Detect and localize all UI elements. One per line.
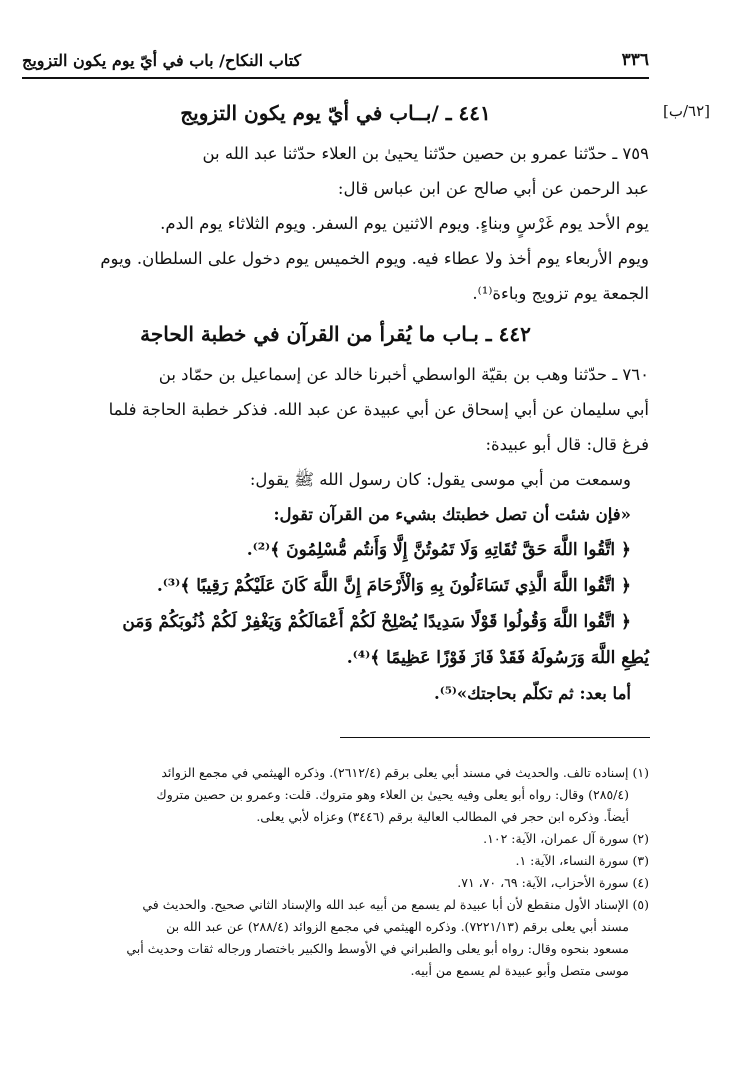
chapter-heading-442: ٤٤٢ ـ بـاب ما يُقرأ من القرآن في خطبة الحاجة [140, 322, 531, 346]
footnote-5-cont: مسند أبي يعلى برقم (٧٢٢١/١٣). وذكره الهيثمي في مجمع الزوائد (٢٨٨/٤) عن عبد الله بن [166, 919, 629, 934]
quran-verse: ﴿ اتَّقُوا اللَّهَ الَّذِي تَسَاءَلُونَ بِهِ وَالْأَرْحَامَ إِنَّ اللَّهَ كَانَ عَلَيْكُمْ رَقِيبًا ﴾⁽³⁾. [156, 576, 631, 596]
footnote-5-cont: مسعود بنحوه وقال: رواه أبو يعلى والطبراني في الأوسط والكبير باختصار ورجاله ثقات وحديث أبي [126, 941, 629, 956]
running-title: كتاب النكاح/ باب في أيّ يوم يكون التزويج [22, 51, 302, 70]
footnote-5-cont: موسى متصل وأبو عبيدة لم يسمع من أبيه. [410, 963, 629, 978]
footnote-1: (١) إسناده تالف. والحديث في مسند أبي يعلى برقم (٢٦١٢/٤). وذكره الهيثمي في مجمع الزوائد [161, 765, 649, 780]
header-rule [22, 77, 649, 79]
footnote-separator [340, 737, 650, 738]
quran-verse: ﴿ اتَّقُوا اللَّهَ حَقَّ تُقَاتِهِ وَلَا تَمُوتُنَّ إِلَّا وَأَنتُم مُّسْلِمُونَ ﴾⁽²⁾. [246, 540, 631, 560]
footnotes [22, 762, 649, 982]
main-text [22, 90, 649, 711]
quran-verse: ﴿ اتَّقُوا اللَّهَ وَقُولُوا قَوْلًا سَدِيدًا يُصْلِحْ لَكُمْ أَعْمَالَكُمْ وَيَغْفِرْ لَكُمْ ذُنُوبَكُمْ وَمَن [122, 612, 631, 632]
hadith-760-line: «فإن شئت أن تصل خطبتك بشيء من القرآن تقول: [273, 505, 631, 524]
quran-verse: يُطِعِ اللَّهَ وَرَسُولَهُ فَقَدْ فَازَ فَوْزًا عَظِيمًا ﴾⁽⁴⁾. [346, 648, 649, 668]
hadith-760-line: أبي سليمان عن أبي إسحاق عن أبي عبيدة عن عبد الله. فذكر خطبة الحاجة فلما [108, 400, 649, 419]
hadith-759-line: الجمعة يوم تزويج وباءة⁽¹⁾. [472, 284, 649, 303]
chapter-heading-441: ٤٤١ ـ /بــاب في أيّ يوم يكون التزويج [180, 101, 491, 125]
running-header [22, 47, 649, 79]
footnote-1-cont: (٢٨٥/٤) وقال: رواه أبو يعلى وفيه يحيىٰ بن العلاء وهو متروك. قلت: وعمرو بن حصين متروك [156, 787, 629, 802]
hadith-760-line: فرغ قال: قال أبو عبيدة: [485, 435, 649, 454]
hadith-759-line: ويوم الأربعاء يوم أخذ ولا عطاء فيه. ويوم الخميس يوم دخول على السلطان. ويوم [100, 249, 649, 268]
hadith-760-closing: أما بعد: ثم تكلّم بحاجتك»⁽⁵⁾. [434, 684, 631, 703]
footnote-5: (٥) الإسناد الأول منقطع لأن أبا عبيدة لم يسمع من أبيه عبد الله والإسناد الثاني صحيح. والحديث في [142, 897, 649, 912]
manuscript-folio-reference: [٦٢/ب] [663, 102, 711, 120]
footnote-1-cont: أيضاً. وذكره ابن حجر في المطالب العالية برقم (٣٤٤٦) وعزاه لأبي يعلى. [256, 809, 629, 824]
footnote-2: (٢) سورة آل عمران، الآية: ١٠٢. [483, 831, 649, 846]
footnote-3: (٣) سورة النساء، الآية: ١. [515, 853, 649, 868]
footnote-4: (٤) سورة الأحزاب، الآية: ٦٩، ٧٠، ٧١. [457, 875, 649, 890]
hadith-760-line: ٧٦٠ ـ حدّثنا وهب بن بقيّة الواسطي أخبرنا خالد عن إسماعيل بن حمّاد بن [158, 365, 649, 384]
hadith-759-line: ٧٥٩ ـ حدّثنا عمرو بن حصين حدّثنا يحيىٰ بن العلاء حدّثنا عبد الله بن [202, 144, 649, 163]
page-number: ٣٣٦ [621, 50, 649, 70]
hadith-759-line: عبد الرحمن عن أبي صالح عن ابن عباس قال: [337, 179, 649, 198]
hadith-760-line: وسمعت من أبي موسى يقول: كان رسول الله ﷺ يقول: [249, 470, 631, 489]
hadith-759-line: يوم الأحد يوم غَرْسٍ وبناءٍ. ويوم الاثنين يوم السفر. ويوم الثلاثاء يوم الدم. [160, 214, 649, 233]
